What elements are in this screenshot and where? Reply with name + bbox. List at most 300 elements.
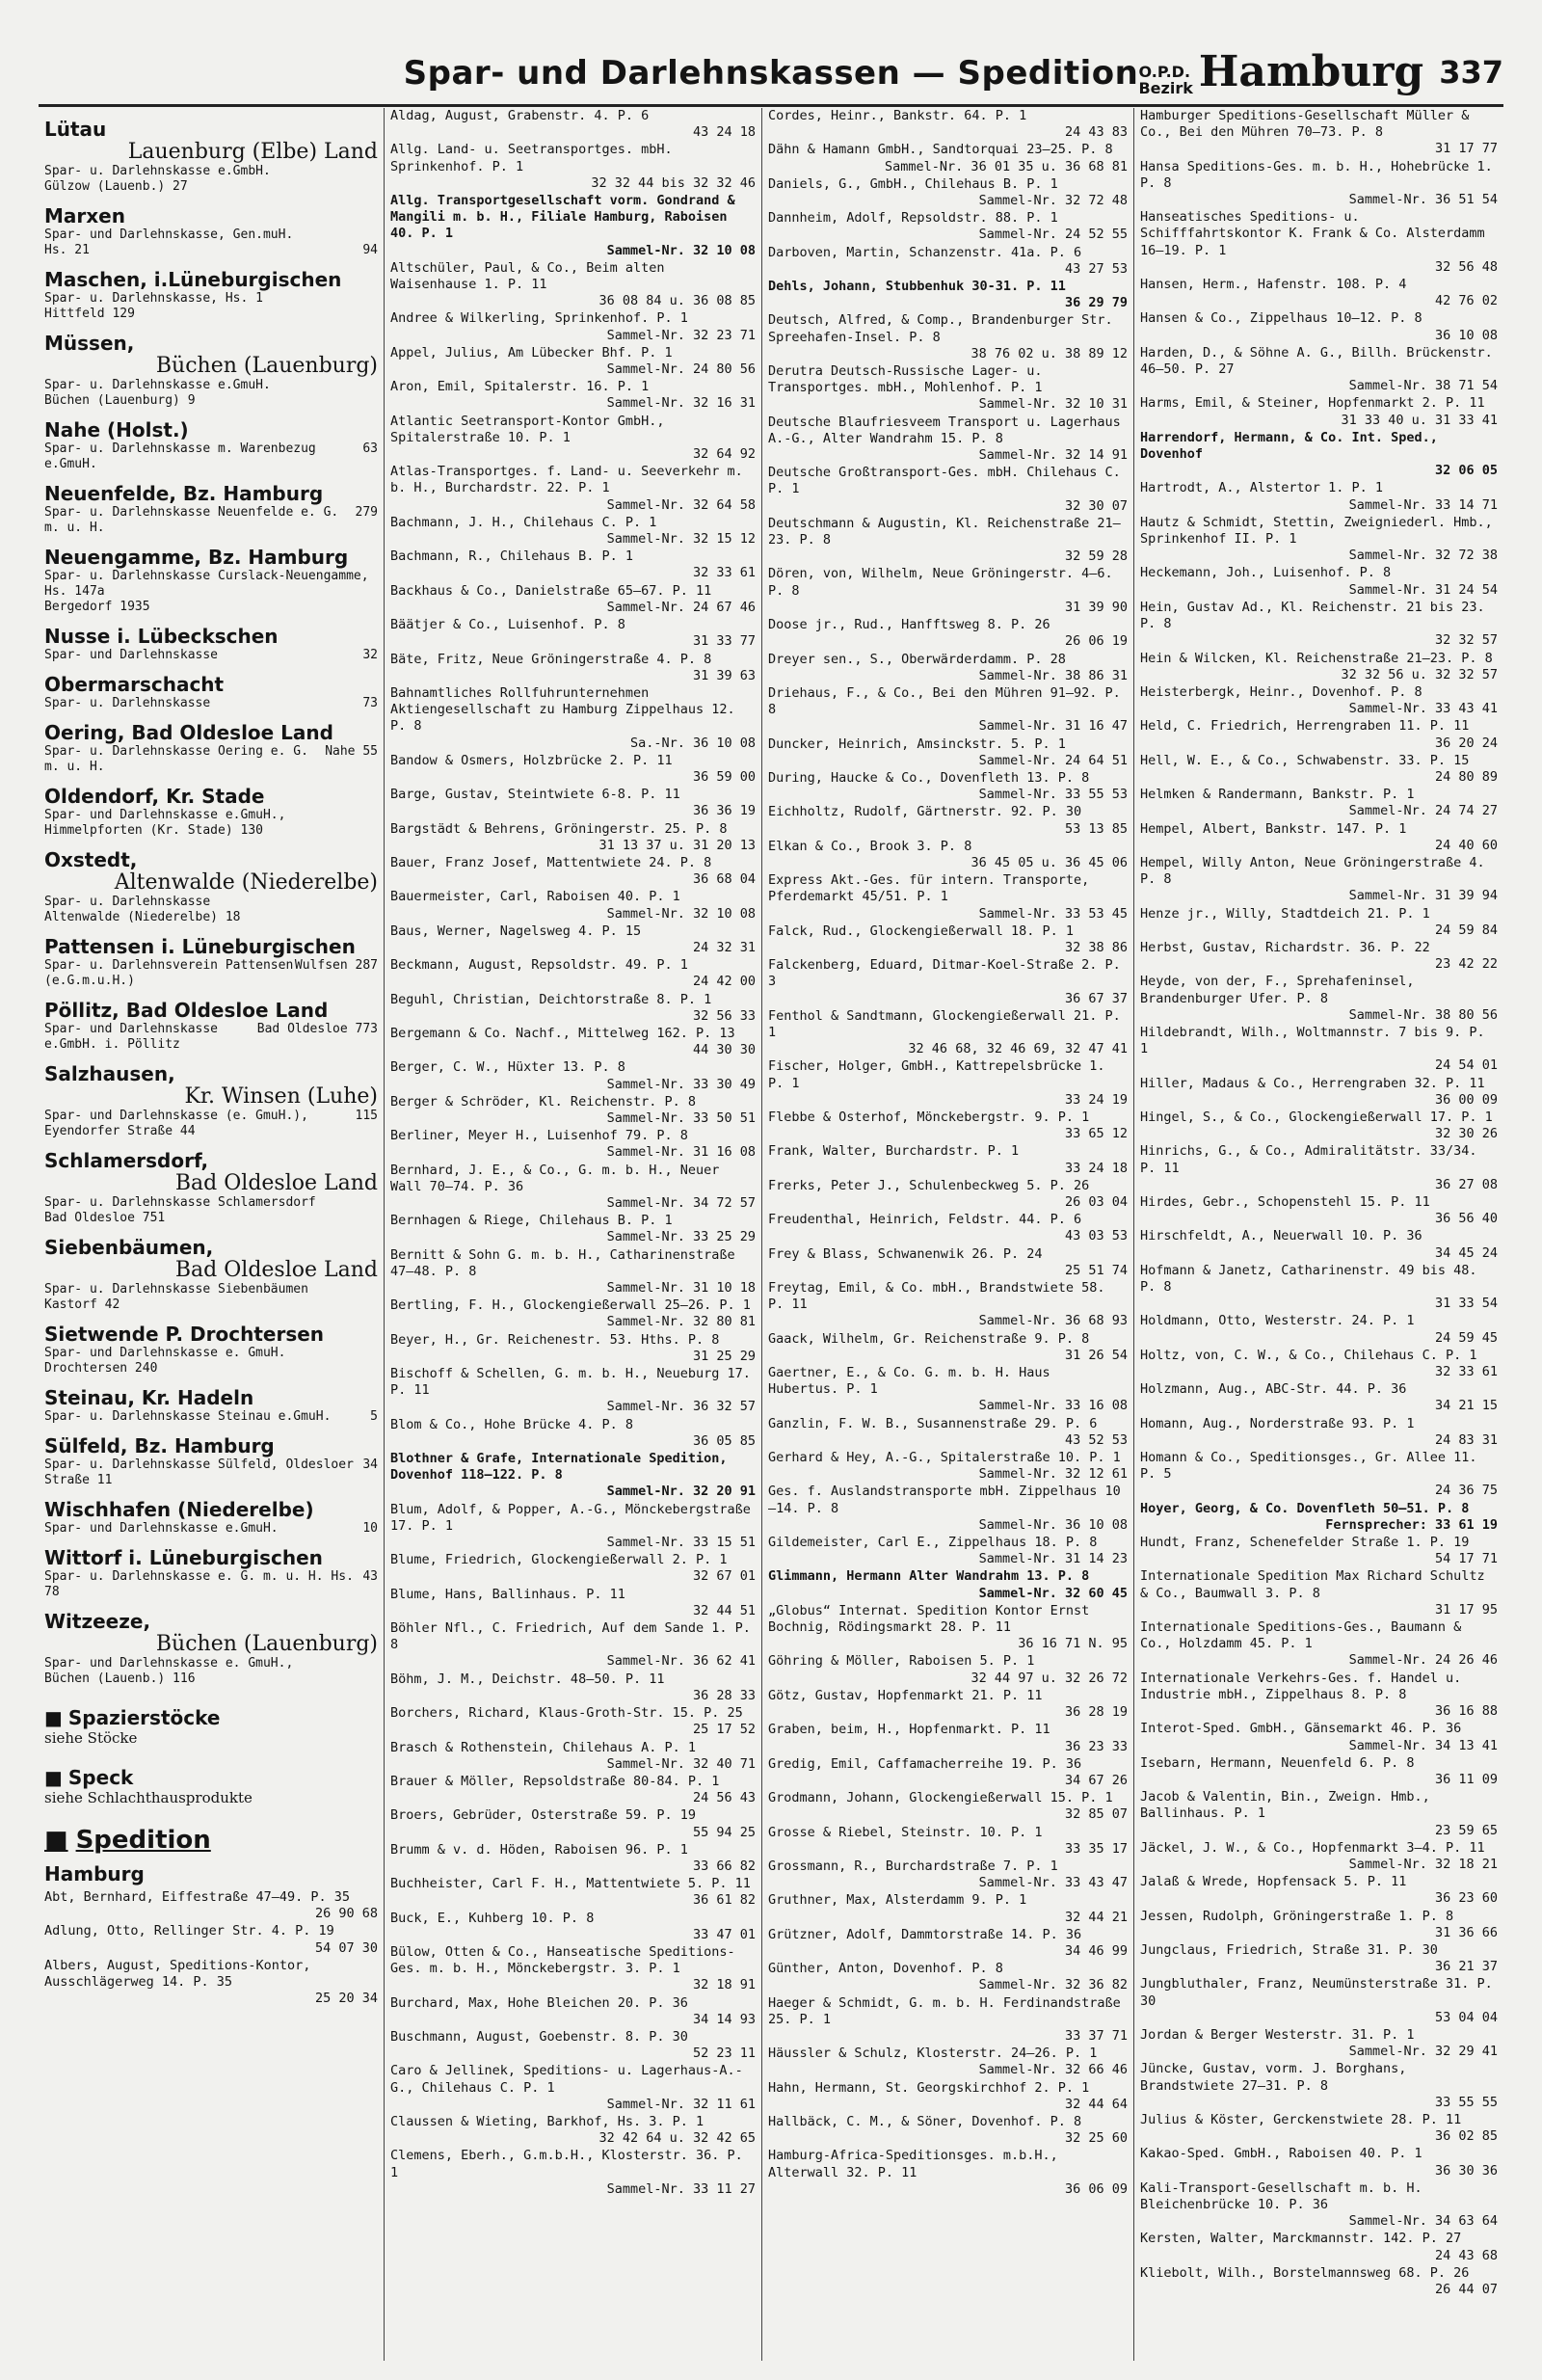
directory-entry (768, 1143, 1128, 1176)
entry-phone: Sammel-Nr. 33 15 51 (606, 1535, 756, 1551)
directory-entry (1140, 1110, 1498, 1142)
directory-entry (768, 1825, 1128, 1858)
directory-entry (1140, 1313, 1498, 1346)
entry-phone: Sammel-Nr. 32 14 91 (978, 447, 1128, 464)
entry-name: Bauer, Franz Josef, Mattentwiete 24. P. 8 (390, 854, 712, 870)
entry-name: Heyde, von der, F., Sprehafeninsel, Brandenburger Ufer. P. 8 (1140, 974, 1415, 1006)
entry-name: Barge, Gustav, Steintwiete 6-8. P. 11 (390, 787, 680, 803)
entry-phone: 32 44 21 (1064, 1909, 1128, 1925)
entry-phone: Sammel-Nr. 24 67 46 (606, 599, 756, 615)
directory-entry (768, 1790, 1128, 1823)
entry-name: Elkan & Co., Brook 3. P. 8 (768, 838, 972, 854)
entry-phone: 43 27 53 (1064, 260, 1128, 277)
entry-phone: 31 17 95 (1434, 1601, 1498, 1618)
entry-name: Doose jr., Rud., Hanfftsweg 8. P. 26 (768, 617, 1050, 633)
place-line (44, 1671, 378, 1687)
entry-phone: 55 94 25 (692, 1824, 756, 1840)
entry-phone: 36 00 09 (1434, 1091, 1498, 1108)
directory-entry (1140, 1671, 1498, 1721)
entry-phone: 31 33 40 u. 31 33 41 (1341, 412, 1498, 428)
entry-phone: Fernsprecher: 33 61 19 (1325, 1516, 1498, 1533)
entry-name: Deutsch, Alfred, & Comp., Brandenburger Str. Spreehafen-Insel. P. 8 (768, 312, 1113, 345)
entry-name: Buck, E., Kuhberg 10. P. 8 (390, 1910, 595, 1926)
directory-entry (1140, 684, 1498, 717)
entry-phone: 36 45 05 u. 36 45 06 (970, 854, 1128, 870)
directory-entry (390, 1163, 756, 1213)
entry-name: Bischoff & Schellen, G. m. b. H., Neueburg 17. P. 11 (390, 1366, 751, 1399)
directory-entry (390, 142, 756, 192)
place-text: Spar- u. Darlehnskasse Siebenbäumen (44, 1282, 308, 1297)
entry-phone: 25 17 52 (692, 1722, 756, 1738)
entry-phone: 43 24 18 (692, 124, 756, 141)
entry-name: Julius & Köster, Gerckenstwiete 28. P. 11 (1140, 2111, 1462, 2127)
entry-name: Holdmann, Otto, Westerstr. 24. P. 1 (1140, 1313, 1415, 1329)
entry-phone: Sammel-Nr. 33 16 08 (978, 1398, 1128, 1414)
entry-phone: 32 67 01 (692, 1568, 756, 1585)
entry-name: Hildebrandt, Wilh., Woltmannstr. 7 bis 9. P. 1 (1140, 1024, 1485, 1057)
entry-phone: Sammel-Nr. 36 01 35 u. 36 68 81 (885, 158, 1128, 174)
directory-entry (768, 1365, 1128, 1415)
place-name: Neuengamme, Bz. Hamburg (44, 546, 349, 569)
directory-entry (768, 1859, 1128, 1891)
entry-name: Brasch & Rothenstein, Chilehaus A. P. 1 (390, 1739, 696, 1755)
directory-entry (768, 1416, 1128, 1449)
place-text: Spar- und Darlehnskasse (44, 648, 219, 662)
entry-phone: 36 30 36 (1434, 2162, 1498, 2179)
place-name: Pattensen i. Lüneburgischen (44, 935, 356, 958)
entry-name: Eichholtz, Rudolf, Gärtnerstr. 92. P. 30 (768, 804, 1082, 820)
entry-phone: 24 59 84 (1434, 922, 1498, 938)
entry-phone: 31 39 63 (692, 667, 756, 683)
place-line (44, 179, 378, 195)
entry-phone: 36 68 04 (692, 871, 756, 888)
entry-phone: Sammel-Nr. 33 50 51 (606, 1110, 756, 1126)
entry-phone: Sammel-Nr. 24 52 55 (978, 227, 1128, 243)
directory-entry (1140, 2146, 1498, 2179)
entry-phone: Sammel-Nr. 32 10 08 (606, 905, 756, 922)
entry-phone: Sammel-Nr. 33 43 41 (1348, 701, 1498, 717)
place-region: Bad Oldesloe Land (174, 1171, 378, 1195)
place-text: Spar- u. Darlehnskasse Steinau e.GmuH. (44, 1409, 332, 1424)
place-line (44, 1457, 378, 1488)
entry-phone: Sammel-Nr. 34 13 41 (1348, 1737, 1498, 1753)
entry-phone: Sa.-Nr. 36 10 08 (629, 735, 756, 751)
entry-phone: 33 24 18 (1064, 1160, 1128, 1176)
entry-name: Caro & Jellinek, Speditions- u. Lagerhaus-A.-G., Chilehaus C. P. 1 (390, 2063, 743, 2096)
entry-phone: 33 24 19 (1064, 1091, 1128, 1108)
directory-entry (390, 108, 756, 141)
directory-entry (390, 1026, 756, 1058)
place-name: Maschen, i.Lüneburgischen (44, 268, 342, 291)
place-line (44, 505, 378, 536)
entry-name: Interot-Sped. GmbH., Gänsemarkt 46. P. 36 (1140, 1721, 1462, 1737)
entry-name: Blume, Hans, Ballinhaus. P. 11 (390, 1586, 625, 1602)
directory-entry (390, 1807, 756, 1840)
place-entry (44, 848, 378, 925)
entry-phone: 38 76 02 u. 38 89 12 (970, 345, 1128, 361)
entry-name: Hanseatisches Speditions- u. Schifffahrtskontor K. Frank & Co. Alsterdamm 16—19. P. 1 (1140, 209, 1485, 258)
directory-entry (1140, 718, 1498, 751)
directory-entry (768, 1688, 1128, 1721)
entry-phone: 32 06 05 (1434, 463, 1498, 479)
directory-entry (390, 1705, 756, 1738)
entry-phone: Sammel-Nr. 32 16 31 (606, 395, 756, 412)
entry-name: Homann, Aug., Norderstraße 93. P. 1 (1140, 1415, 1415, 1431)
directory-entry (1140, 1450, 1498, 1500)
entry-name: Andree & Wilkerling, Sprinkenhof. P. 1 (390, 310, 688, 327)
directory-entry (1140, 277, 1498, 309)
place-text: Spar- u. Darlehnskasse e.GmuH. (44, 378, 271, 392)
directory-entry (768, 872, 1128, 923)
entry-name: Böhler Nfl., C. Friedrich, Auf dem Sande 1. P. 8 (390, 1620, 751, 1653)
directory-entry (1140, 1909, 1498, 1941)
place-phone: 10 (362, 1521, 378, 1536)
entry-name: Broers, Gebrüder, Osterstraße 59. P. 19 (390, 1807, 696, 1824)
directory-entry (768, 736, 1128, 769)
entry-phone: Sammel-Nr. 33 14 71 (1348, 496, 1498, 513)
entry-phone: 36 02 85 (1434, 2128, 1498, 2145)
place-entry (44, 482, 378, 536)
entry-name: Hallbäck, C. M., & Söner, Dovenhof. P. 8 (768, 2113, 1082, 2129)
directory-entry (1140, 515, 1498, 565)
directory-entry (1140, 2027, 1498, 2060)
directory-entry (1140, 565, 1498, 598)
directory-entry (44, 1889, 378, 1922)
entry-phone: 26 44 07 (1434, 2282, 1498, 2297)
entry-name: Cordes, Heinr., Bankstr. 64. P. 1 (768, 108, 1027, 123)
entry-phone: 32 18 91 (692, 1977, 756, 1993)
entry-name: Deutsche Großtransport-Ges. mbH. Chilehaus C. P. 1 (768, 465, 1121, 497)
place-text: Büchen (Lauenburg) 9 (44, 393, 196, 408)
entry-name: Gaack, Wilhelm, Gr. Reichenstraße 9. P. 8 (768, 1330, 1090, 1347)
directory-entry (1140, 1840, 1498, 1873)
entry-name: Atlantic Seetransport-Kontor GmbH., Spitalerstraße 10. P. 1 (390, 413, 665, 445)
entry-name: Hiller, Madaus & Co., Herrengraben 32. P. 11 (1140, 1075, 1485, 1091)
directory-entry (390, 1128, 756, 1161)
entry-phone: 34 46 99 (1064, 1942, 1128, 1959)
entry-name: Frerks, Peter J., Schulenbeckweg 5. P. 26 (768, 1177, 1090, 1193)
entry-phone: 42 76 02 (1434, 293, 1498, 309)
place-phone: 34 (362, 1457, 378, 1472)
entry-phone: Sammel-Nr. 33 53 45 (978, 905, 1128, 922)
entry-name: Freytag, Emil, & Co. mbH., Brandstwiete 58. P. 11 (768, 1280, 1105, 1313)
directory-entry (390, 1502, 756, 1552)
cross-ref-target: siehe Stöcke (44, 1729, 138, 1747)
place-line (44, 378, 378, 393)
entry-phone: Sammel-Nr. 24 26 46 (1348, 1652, 1498, 1669)
entry-name: Bäte, Fritz, Neue Gröningerstraße 4. P. 8 (390, 651, 712, 667)
entry-phone: Sammel-Nr. 32 36 82 (978, 1977, 1128, 1993)
entry-name: Gaertner, E., & Co. G. m. b. H. Haus Hubertus. P. 1 (768, 1365, 1050, 1398)
cross-ref-target: siehe Schlachthausprodukte (44, 1789, 253, 1806)
directory-entry (390, 1332, 756, 1365)
place-text: Kastorf 42 (44, 1297, 120, 1312)
entry-name: Fenthol & Sandtmann, Glockengießerwall 21. P. 1 (768, 1007, 1121, 1040)
entry-name: Hirdes, Gebr., Schopenstehl 15. P. 11 (1140, 1194, 1430, 1210)
entry-phone: Sammel-Nr. 38 86 31 (978, 667, 1128, 683)
directory-entry (1140, 821, 1498, 854)
place-name: Nahe (Holst.) (44, 418, 189, 441)
entry-name: Dannheim, Adolf, Repsoldstr. 88. P. 1 (768, 210, 1058, 227)
directory-entry (768, 1058, 1128, 1109)
directory-entry (768, 617, 1128, 650)
place-name: Müssen, (44, 332, 135, 355)
entry-phone: 24 43 83 (1064, 124, 1128, 141)
entry-phone: 24 59 45 (1434, 1329, 1498, 1346)
entry-name: Dähn & Hamann GmbH., Sandtorquai 23—25. P. 8 (768, 142, 1113, 158)
directory-entry (390, 583, 756, 616)
place-entry (44, 999, 378, 1053)
entry-phone: 32 30 07 (1064, 497, 1128, 514)
directory-entry (390, 821, 756, 854)
entry-name: Bauermeister, Carl, Raboisen 40. P. 1 (390, 889, 680, 905)
directory-entry (1140, 1976, 1498, 2026)
directory-entry (1140, 651, 1498, 683)
directory-entry (768, 2148, 1128, 2198)
entry-phone: 33 47 01 (692, 1926, 756, 1942)
entry-phone: 32 46 68, 32 46 69, 32 47 41 (908, 1041, 1128, 1057)
entry-name: Heisterbergk, Heinr., Dovenhof. P. 8 (1140, 683, 1422, 700)
directory-entry (1140, 1874, 1498, 1907)
directory-entry (1140, 1501, 1498, 1534)
entry-phone: 32 44 97 u. 32 26 72 (970, 1670, 1128, 1686)
entry-phone: Sammel-Nr. 33 25 29 (606, 1229, 756, 1245)
entry-name: Baus, Werner, Nagelsweg 4. P. 15 (390, 923, 642, 939)
entry-phone: Sammel-Nr. 32 15 12 (606, 531, 756, 548)
directory-entry (390, 1451, 756, 1501)
entry-name: Internationale Speditions-Ges., Baumann & Co., Holzdamm 45. P. 1 (1140, 1619, 1462, 1652)
directory-entry (1140, 1789, 1498, 1839)
entry-phone: 26 03 04 (1064, 1194, 1128, 1210)
directory-entry (768, 1484, 1128, 1534)
entry-name: Kakao-Sped. GmbH., Raboisen 40. P. 1 (1140, 2146, 1422, 2162)
entry-name: Driehaus, F., & Co., Bei den Mühren 91—92. P. 8 (768, 684, 1121, 718)
entry-name: Daniels, G., GmbH., Chilehaus B. P. 1 (768, 175, 1058, 192)
place-entry (44, 1498, 378, 1537)
directory-entry (44, 1923, 378, 1956)
directory-entry (768, 1178, 1128, 1211)
place-text: Spar- und Darlehnskasse e.GmuH., Himmelpforten (Kr. Stade) 130 (44, 808, 286, 838)
place-text: Spar- und Darlehnskasse, Gen.muH. (44, 227, 294, 242)
directory-entry (390, 379, 756, 412)
entry-phone: 32 25 60 (1064, 2130, 1128, 2147)
entry-name: Express Akt.-Ges. für intern. Transporte, Pferdemarkt 45/51. P. 1 (768, 872, 1090, 905)
entry-name: Bernhard, J. E., & Co., G. m. b. H., Neuer Wall 70—74. P. 36 (390, 1162, 720, 1194)
place-entry (44, 1149, 378, 1226)
place-entry (44, 1236, 378, 1313)
entry-name: Burchard, Max, Hohe Bleichen 20. P. 36 (390, 1994, 688, 2011)
place-text: Hs. 21 (44, 243, 90, 257)
entry-phone: Sammel-Nr. 34 72 57 (606, 1195, 756, 1211)
entry-name: Ges. f. Auslandstransporte mbH. Zippelhaus 10—14. P. 8 (768, 1484, 1121, 1516)
entry-name: Beguhl, Christian, Deichtorstraße 8. P. 1 (390, 991, 712, 1007)
directory-entry (768, 566, 1128, 616)
entry-phone: Sammel-Nr. 36 62 41 (606, 1653, 756, 1670)
entry-phone: 33 35 17 (1064, 1840, 1128, 1857)
entry-name: Deutsche Blaufriesveem Transport u. Lagerhaus A.-G., Alter Wandrahm 15. P. 8 (768, 414, 1121, 446)
place-region: Büchen (Lauenburg) (155, 354, 378, 378)
directory-entry (768, 1568, 1128, 1601)
entry-name: Hansa Speditions-Ges. m. b. H., Hohebrücke 1. P. 8 (1140, 158, 1493, 191)
entry-phone: Sammel-Nr. 32 10 08 (606, 242, 756, 258)
directory-entry (1140, 1942, 1498, 1975)
entry-name: Helmken & Randermann, Bankstr. P. 1 (1140, 787, 1415, 803)
directory-entry (390, 1059, 756, 1092)
entry-phone: 36 10 08 (1434, 327, 1498, 343)
place-name: Oxstedt, (44, 848, 138, 871)
place-line (44, 910, 378, 925)
entry-phone: Sammel-Nr. 31 24 54 (1348, 581, 1498, 598)
entry-name: Blom & Co., Hohe Brücke 4. P. 8 (390, 1416, 633, 1432)
directory-entry (390, 345, 756, 378)
directory-entry (390, 617, 756, 650)
entry-name: Jessen, Rudolph, Gröningerstraße 1. P. 8 (1140, 1908, 1454, 1924)
place-text: Spar- und Darlehnskasse e. GmuH., (44, 1656, 294, 1671)
place-line (44, 1022, 378, 1053)
entry-name: Allg. Land- u. Seetransportges. mbH. Sprinkenhof. P. 1 (390, 142, 673, 174)
cross-ref (44, 1766, 378, 1806)
entry-phone: 36 23 33 (1064, 1738, 1128, 1754)
place-name: Oldendorf, Kr. Stade (44, 785, 265, 808)
place-line (44, 696, 378, 711)
entry-name: Falck, Rud., Glockengießerwall 18. P. 1 (768, 923, 1074, 939)
place-line (44, 1521, 378, 1537)
entry-phone: 54 17 71 (1434, 1551, 1498, 1567)
entry-name: Berger, C. W., Hüxter 13. P. 8 (390, 1059, 625, 1076)
directory-entry (768, 414, 1128, 465)
directory-entry (390, 193, 756, 259)
directory-entry (768, 957, 1128, 1007)
entry-name: Deutschmann & Augustin, Kl. Reichenstraße 21—23. P. 8 (768, 515, 1121, 548)
entry-phone: 32 56 33 (692, 1007, 756, 1024)
place-name: Obermarschacht (44, 673, 225, 696)
entry-phone: 33 37 71 (1064, 2027, 1128, 2044)
place-line (44, 958, 378, 989)
directory-entry (1140, 1721, 1498, 1753)
entry-phone: Sammel-Nr. 24 74 27 (1348, 803, 1498, 819)
directory-entry (1140, 1535, 1498, 1567)
directory-entry (390, 1944, 756, 1994)
directory-entry (390, 855, 756, 888)
column-4 (1133, 108, 1503, 2361)
entry-name: Holzmann, Aug., ABC-Str. 44. P. 36 (1140, 1381, 1407, 1398)
entry-phone: Sammel-Nr. 31 10 18 (606, 1280, 756, 1297)
entry-phone: Sammel-Nr. 32 20 91 (606, 1484, 756, 1500)
entry-phone: 36 28 33 (692, 1687, 756, 1703)
entry-name: Hein, Gustav Ad., Kl. Reichenstr. 21 bis 23. P. 8 (1140, 599, 1485, 632)
entry-phone: 26 06 19 (1064, 633, 1128, 650)
entry-phone: 34 67 26 (1064, 1772, 1128, 1788)
entry-phone: 24 43 68 (1434, 2247, 1498, 2263)
entry-phone: 36 67 37 (1064, 990, 1128, 1006)
directory-entry (768, 1331, 1128, 1364)
entry-name: Jordan & Berger Westerstr. 31. P. 1 (1140, 2026, 1415, 2043)
entry-name: „Globus“ Internat. Spedition Kontor Ernst Bochnig, Rödingsmarkt 28. P. 11 (768, 1602, 1090, 1636)
entry-phone: 44 30 30 (692, 1042, 756, 1058)
directory-entry (1140, 753, 1498, 786)
entry-name: Beyer, H., Gr. Reichenestr. 53. Hths. P. 8 (390, 1331, 720, 1348)
entry-phone: 33 66 82 (692, 1858, 756, 1874)
entry-phone: Sammel-Nr. 32 72 48 (978, 193, 1128, 209)
directory-entry (768, 923, 1128, 956)
entry-phone: 33 55 55 (1434, 2094, 1498, 2110)
place-entry (44, 268, 378, 322)
entry-phone: 31 33 77 (692, 633, 756, 650)
entry-name: Derutra Deutsch-Russische Lager- u. Transportges. mbH., Mohlenhof. P. 1 (768, 363, 1043, 396)
place-phone: Bad Oldesloe 773 (256, 1022, 378, 1036)
place-line (44, 291, 378, 307)
entry-name: Bandow & Osmers, Holzbrücke 2. P. 11 (390, 752, 673, 768)
directory-entry (390, 1366, 756, 1416)
place-line (44, 393, 378, 409)
column-2 (384, 108, 761, 2361)
directory-entry (1140, 2112, 1498, 2145)
columns (39, 108, 1503, 2361)
entry-name: Harms, Emil, & Steiner, Hopfenmarkt 2. P. 11 (1140, 395, 1485, 412)
entry-phone: 31 39 90 (1064, 599, 1128, 615)
entry-name: Gruthner, Max, Alsterdamm 9. P. 1 (768, 1892, 1027, 1909)
entry-phone: Sammel-Nr. 36 32 57 (606, 1399, 756, 1415)
place-entry (44, 1434, 378, 1488)
place-phone: Wulfsen 287 (294, 958, 378, 973)
directory-entry (390, 1552, 756, 1585)
place-name: Wittorf i. Lüneburgischen (44, 1546, 323, 1569)
place-text: Bergedorf 1935 (44, 600, 150, 614)
directory-entry (768, 1995, 1128, 2046)
entry-phone: 31 17 77 (1434, 141, 1498, 157)
entry-name: Hahn, Hermann, St. Georgskirchhof 2. P. 1 (768, 2079, 1090, 2096)
entry-name: Bäätjer & Co., Luisenhof. P. 8 (390, 617, 625, 633)
entry-name: Aron, Emil, Spitalerstr. 16. P. 1 (390, 379, 650, 395)
entry-name: Clemens, Eberh., G.m.b.H., Klosterstr. 36. P. 1 (390, 2148, 743, 2180)
entry-phone: 24 42 00 (692, 974, 756, 990)
directory-entry (1140, 1263, 1498, 1313)
directory-entry (390, 652, 756, 684)
entry-name: Grosse & Riebel, Steinstr. 10. P. 1 (768, 1824, 1043, 1840)
directory-entry (1140, 1755, 1498, 1788)
entry-phone: 32 85 07 (1064, 1806, 1128, 1823)
entry-name: Hundt, Franz, Schenefelder Straße 1. P. 19 (1140, 1535, 1470, 1551)
cross-ref (44, 1706, 378, 1747)
entry-name: Holtz, von, C. W., & Co., Chilehaus C. P. 1 (1140, 1347, 1477, 1363)
directory-entry (1140, 159, 1498, 209)
entry-phone: 36 16 71 N. 95 (1018, 1636, 1128, 1652)
entry-phone: 32 42 64 u. 32 42 65 (598, 2130, 756, 2147)
directory-entry (44, 1958, 378, 2008)
entry-name: Kersten, Walter, Marckmannstr. 142. P. 27 (1140, 2231, 1462, 2247)
cross-ref-heading: ■ Spazierstöcke (44, 1706, 378, 1729)
entry-phone: Sammel-Nr. 33 30 49 (606, 1076, 756, 1092)
place-entry (44, 1323, 378, 1377)
entry-name: Graben, beim, H., Hopfenmarkt. P. 11 (768, 1722, 1050, 1738)
entry-name: Grützner, Adolf, Dammtorstraße 14. P. 36 (768, 1926, 1082, 1942)
place-text: Hittfeld 129 (44, 307, 135, 321)
entry-phone: 36 56 40 (1434, 1211, 1498, 1227)
header-locator (1138, 48, 1503, 96)
place-text: Gülzow (Lauenb.) 27 (44, 179, 188, 194)
directory-entry (1140, 1619, 1498, 1670)
place-phone: 5 (370, 1409, 378, 1424)
place-line (44, 227, 378, 243)
directory-entry (768, 1008, 1128, 1058)
entry-name: Aldag, August, Grabenstr. 4. P. 6 (390, 108, 650, 123)
entry-name: Backhaus & Co., Danielstraße 65—67. P. 11 (390, 582, 712, 599)
entry-phone: 31 13 37 u. 31 20 13 (598, 837, 756, 853)
entry-phone: 32 56 48 (1434, 258, 1498, 275)
entry-name: Henze jr., Willy, Stadtdeich 21. P. 1 (1140, 905, 1430, 922)
column-3 (761, 108, 1133, 2361)
entry-phone: 31 25 29 (692, 1348, 756, 1364)
